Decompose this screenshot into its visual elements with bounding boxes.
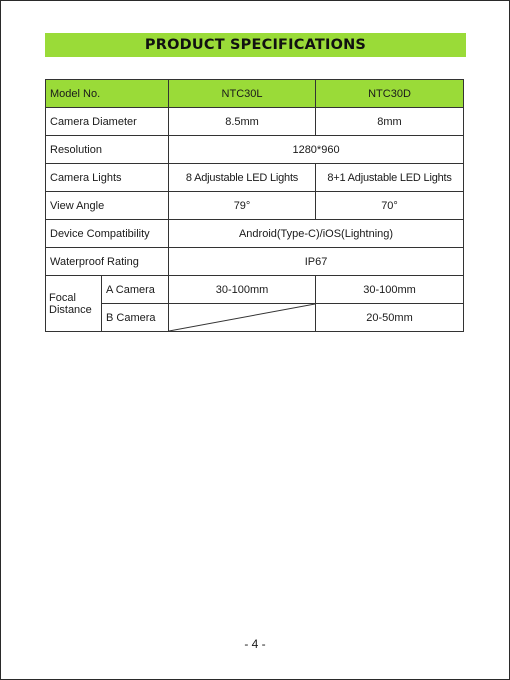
row-label: Camera Lights xyxy=(46,164,169,192)
table-cell: 20-50mm xyxy=(316,304,464,332)
row-label: B Camera xyxy=(102,304,169,332)
focal-label-line2: Distance xyxy=(49,303,92,316)
table-row xyxy=(46,108,464,136)
table-cell: 8+1 Adjustable LED Lights xyxy=(316,164,464,192)
page-number: - 4 - xyxy=(244,637,266,651)
table-cell: 1280*960 xyxy=(169,136,464,164)
page-title: PRODUCT SPECIFICATIONS xyxy=(45,33,466,57)
table-row xyxy=(46,220,464,248)
row-label: Resolution xyxy=(46,136,169,164)
focal-label-line1: Focal xyxy=(49,291,76,304)
table-cell: Android(Type-C)/iOS(Lightning) xyxy=(169,220,464,248)
table-row xyxy=(46,136,464,164)
table-cell: 8 Adjustable LED Lights xyxy=(169,164,316,192)
row-label: A Camera xyxy=(102,276,169,304)
table-row xyxy=(46,164,464,192)
row-label: View Angle xyxy=(46,192,169,220)
table-row xyxy=(46,276,464,304)
table-cell: IP67 xyxy=(169,248,464,276)
table-row xyxy=(46,192,464,220)
table-cell: 30-100mm xyxy=(316,276,464,304)
not-applicable-cell xyxy=(169,304,316,332)
table-cell: 8.5mm xyxy=(169,108,316,136)
table-cell: 8mm xyxy=(316,108,464,136)
table-row xyxy=(46,248,464,276)
spec-table xyxy=(45,79,464,332)
table-row xyxy=(46,304,464,332)
row-label: Camera Diameter xyxy=(46,108,169,136)
table-cell: 30-100mm xyxy=(169,276,316,304)
header-label: Model No. xyxy=(46,80,169,108)
row-label: Waterproof Rating xyxy=(46,248,169,276)
table-cell: 79° xyxy=(169,192,316,220)
diagonal-slash xyxy=(169,304,315,331)
table-header-row xyxy=(46,80,464,108)
table-cell: 70° xyxy=(316,192,464,220)
model-ntc30d: NTC30D xyxy=(316,80,464,108)
model-ntc30l: NTC30L xyxy=(169,80,316,108)
focal-distance-label xyxy=(46,276,102,332)
row-label: Device Compatibility xyxy=(46,220,169,248)
